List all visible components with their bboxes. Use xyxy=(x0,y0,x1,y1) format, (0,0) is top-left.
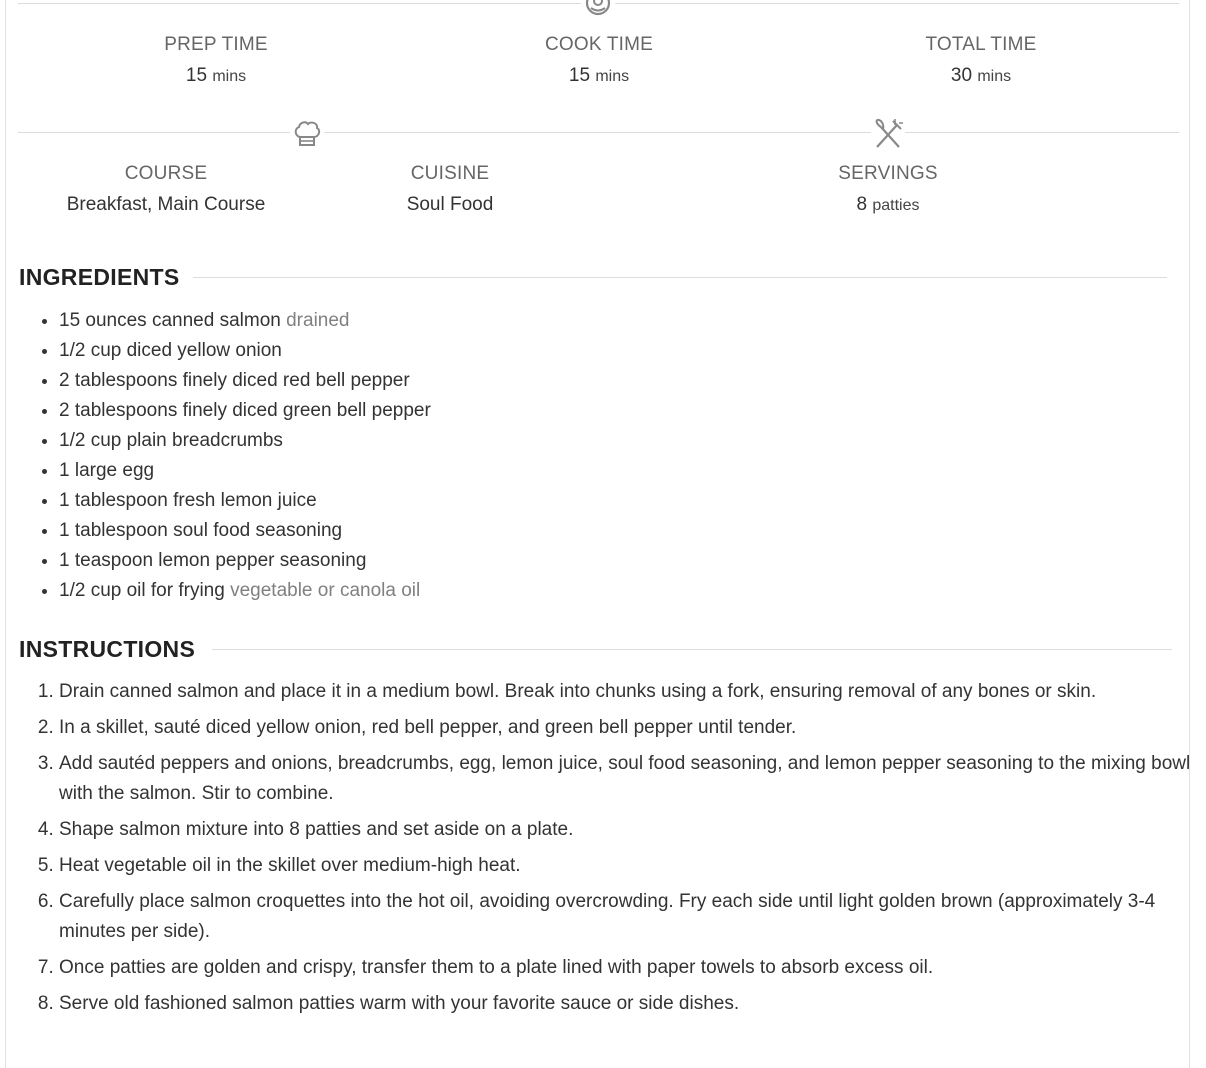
instruction-step: 1. Drain canned salmon and place it in a medium bowl. Break into chunks using a fork, ensuring removal of any bones or skin. xyxy=(59,677,1199,707)
instructions-heading-rule xyxy=(212,649,1172,650)
instruction-step: 7. Once patties are golden and crispy, transfer them to a plate lined with paper towels to absorb excess oil. xyxy=(59,953,1199,983)
ingredient-text: 1 tablespoon fresh lemon juice xyxy=(59,490,317,511)
instruction-step: 2. In a skillet, sauté diced yellow onion, red bell pepper, and green bell pepper until tender. xyxy=(59,713,1199,743)
ingredient-item xyxy=(59,486,431,516)
ingredient-text: 1 tablespoon soul food seasoning xyxy=(59,520,343,541)
timer-icon xyxy=(581,0,615,20)
cuisine-label: CUISINE xyxy=(410,163,490,184)
ingredient-item xyxy=(59,516,431,546)
cook-time-label: COOK TIME xyxy=(544,34,654,55)
servings-label: SERVINGS xyxy=(838,163,938,184)
total-time xyxy=(925,33,1036,89)
instruction-step: 6. Carefully place salmon croquettes into the hot oil, avoiding overcrowding. Fry each side until light golden brown (approximately 3-4 minutes per side). xyxy=(59,887,1199,947)
ingredient-item xyxy=(59,456,431,486)
ingredient-text: 15 ounces canned salmon xyxy=(59,310,281,331)
ingredient-text: 1/2 cup plain breadcrumbs xyxy=(59,430,283,451)
prep-time xyxy=(164,33,268,89)
course-label: COURSE xyxy=(124,163,208,184)
instruction-step: 4. Shape salmon mixture into 8 patties and set aside on a plate. xyxy=(59,815,1199,845)
ingredient-text: 2 tablespoons finely diced green bell pepper xyxy=(59,400,431,421)
ingredient-text: 1 teaspoon lemon pepper seasoning xyxy=(59,550,367,571)
ingredient-item xyxy=(59,426,431,456)
prep-time-label: PREP TIME xyxy=(164,34,268,55)
instruction-step: 5. Heat vegetable oil in the skillet over medium-high heat. xyxy=(59,851,1199,881)
fork-knife-icon xyxy=(871,117,905,151)
prep-time-number: 15 xyxy=(185,65,208,86)
ingredients-heading: INGREDIENTS xyxy=(19,264,180,290)
prep-time-unit: mins xyxy=(212,68,247,85)
cuisine xyxy=(407,162,494,217)
instructions-list xyxy=(19,677,1199,1025)
chef-hat-icon xyxy=(290,117,324,151)
ingredient-item xyxy=(59,306,431,336)
instruction-step: 8. Serve old fashioned salmon patties warm with your favorite sauce or side dishes. xyxy=(59,989,1199,1019)
total-time-label: TOTAL TIME xyxy=(925,34,1037,55)
servings xyxy=(838,162,937,218)
prep-time-value xyxy=(164,64,268,89)
total-time-number: 30 xyxy=(950,65,973,86)
cook-time xyxy=(545,33,653,89)
ingredient-text: 2 tablespoons finely diced red bell pepper xyxy=(59,370,410,391)
ingredient-text: 1/2 cup oil for frying xyxy=(59,580,225,601)
cook-time-number: 15 xyxy=(568,65,591,86)
ingredient-note: vegetable or canola oil xyxy=(230,580,421,601)
course-value: Breakfast, Main Course xyxy=(66,194,266,215)
course xyxy=(67,162,266,217)
ingredient-item xyxy=(59,336,431,366)
servings-unit: patties xyxy=(872,197,920,214)
details-divider xyxy=(18,132,1179,133)
ingredient-item xyxy=(59,366,431,396)
ingredients-heading-rule xyxy=(193,277,1167,278)
cook-time-value xyxy=(545,64,653,89)
total-time-unit: mins xyxy=(977,68,1012,85)
total-time-value xyxy=(925,64,1036,89)
servings-number: 8 xyxy=(856,194,868,215)
ingredient-item xyxy=(59,546,431,576)
cuisine-value: Soul Food xyxy=(406,194,494,215)
cook-time-unit: mins xyxy=(595,68,630,85)
ingredient-text: 1/2 cup diced yellow onion xyxy=(59,340,282,361)
ingredient-text: 1 large egg xyxy=(59,460,155,481)
ingredient-item xyxy=(59,396,431,426)
servings-value xyxy=(838,193,937,218)
instruction-step: 3. Add sautéd peppers and onions, breadcrumbs, egg, lemon juice, soul food seasoning, and lemon pepper seasoning to the mixing bowl with the salmon. Stir to combine. xyxy=(59,749,1199,809)
instructions-heading: INSTRUCTIONS xyxy=(19,636,196,662)
ingredient-item xyxy=(59,576,431,606)
ingredient-note: drained xyxy=(286,310,350,331)
ingredients-list xyxy=(19,306,431,606)
